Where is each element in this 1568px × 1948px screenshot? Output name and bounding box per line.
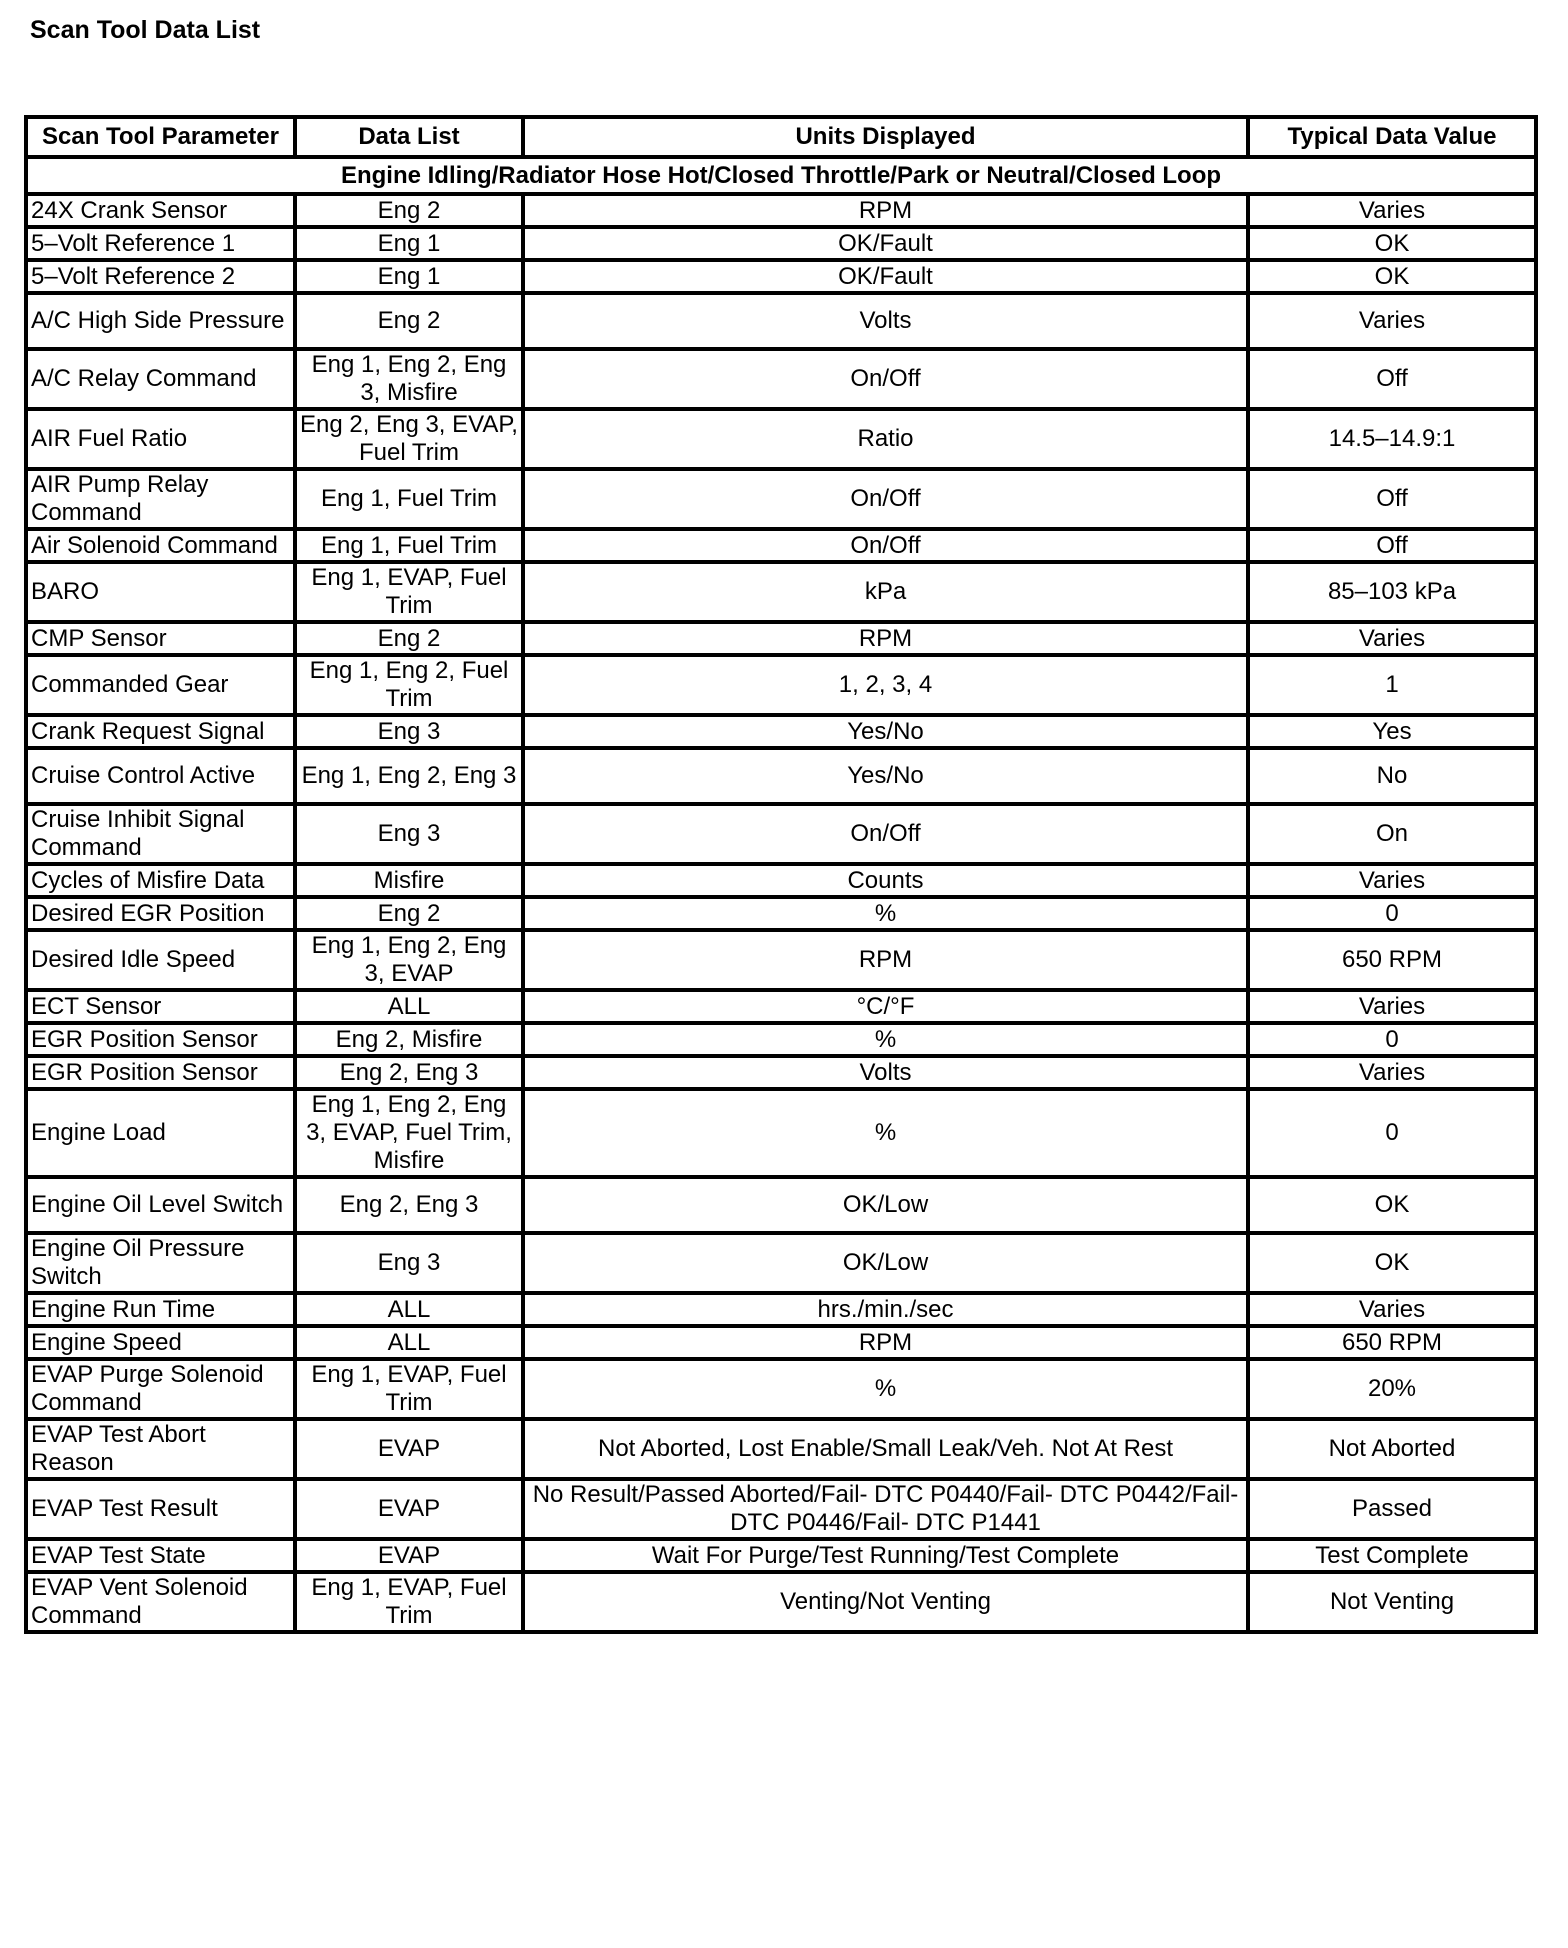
units-cell: Venting/Not Venting [523, 1572, 1248, 1632]
units-cell: Yes/No [523, 748, 1248, 804]
parameter-cell: Cycles of Misfire Data [26, 864, 295, 897]
table-row [26, 990, 1536, 1023]
units-cell: RPM [523, 930, 1248, 990]
data-list-cell: Eng 3 [295, 1233, 523, 1293]
typical-value-cell: 20% [1248, 1359, 1536, 1419]
typical-value-cell: No [1248, 748, 1536, 804]
units-cell: OK/Low [523, 1177, 1248, 1233]
typical-value-cell: 0 [1248, 1023, 1536, 1056]
units-cell: Not Aborted, Lost Enable/Small Leak/Veh. Not At Rest [523, 1419, 1248, 1479]
data-list-cell: ALL [295, 1326, 523, 1359]
units-cell: Yes/No [523, 715, 1248, 748]
typical-value-cell: OK [1248, 1233, 1536, 1293]
parameter-cell: Air Solenoid Command [26, 529, 295, 562]
parameter-cell: EVAP Vent Solenoid Command [26, 1572, 295, 1632]
units-cell: 1, 2, 3, 4 [523, 655, 1248, 715]
data-list-cell: Eng 2, Eng 3, EVAP, Fuel Trim [295, 409, 523, 469]
parameter-cell: EVAP Test State [26, 1539, 295, 1572]
table-row [26, 562, 1536, 622]
data-list-cell: Eng 1, Eng 2, Fuel Trim [295, 655, 523, 715]
typical-value-cell: On [1248, 804, 1536, 864]
parameter-cell: EGR Position Sensor [26, 1056, 295, 1089]
data-list-cell: Eng 1, Eng 2, Eng 3, EVAP [295, 930, 523, 990]
units-cell: kPa [523, 562, 1248, 622]
table-row [26, 1479, 1536, 1539]
table-row [26, 1539, 1536, 1572]
table-row [26, 930, 1536, 990]
units-cell: °C/°F [523, 990, 1248, 1023]
parameter-cell: AIR Pump Relay Command [26, 469, 295, 529]
data-list-cell: Eng 2 [295, 194, 523, 227]
column-header-parameter: Scan Tool Parameter [26, 117, 295, 157]
table-row [26, 748, 1536, 804]
table-row [26, 227, 1536, 260]
parameter-cell: Commanded Gear [26, 655, 295, 715]
typical-value-cell: OK [1248, 227, 1536, 260]
data-list-cell: EVAP [295, 1539, 523, 1572]
typical-value-cell: 650 RPM [1248, 930, 1536, 990]
table-row [26, 409, 1536, 469]
units-cell: OK/Fault [523, 227, 1248, 260]
parameter-cell: BARO [26, 562, 295, 622]
parameter-cell: Cruise Control Active [26, 748, 295, 804]
table-row [26, 1293, 1536, 1326]
units-cell: On/Off [523, 804, 1248, 864]
parameter-cell: Engine Run Time [26, 1293, 295, 1326]
typical-value-cell: Varies [1248, 622, 1536, 655]
units-cell: On/Off [523, 349, 1248, 409]
typical-value-cell: Not Venting [1248, 1572, 1536, 1632]
typical-value-cell: Varies [1248, 864, 1536, 897]
data-list-cell: Eng 1 [295, 260, 523, 293]
parameter-cell: 5–Volt Reference 2 [26, 260, 295, 293]
data-list-cell: Eng 2, Eng 3 [295, 1056, 523, 1089]
table-row [26, 1572, 1536, 1632]
typical-value-cell: Not Aborted [1248, 1419, 1536, 1479]
data-list-cell: Eng 2 [295, 622, 523, 655]
units-cell: On/Off [523, 529, 1248, 562]
table-row [26, 715, 1536, 748]
table-row [26, 655, 1536, 715]
parameter-cell: EVAP Purge Solenoid Command [26, 1359, 295, 1419]
data-list-cell: ALL [295, 990, 523, 1023]
units-cell: RPM [523, 622, 1248, 655]
column-header-data-list: Data List [295, 117, 523, 157]
table-body [26, 157, 1536, 1632]
scan-tool-data-table [24, 115, 1538, 1634]
data-list-cell: Eng 1, Eng 2, Eng 3 [295, 748, 523, 804]
table-row [26, 804, 1536, 864]
typical-value-cell: 0 [1248, 897, 1536, 930]
table-row [26, 864, 1536, 897]
table-row [26, 529, 1536, 562]
table-row [26, 293, 1536, 349]
data-list-cell: Eng 1, EVAP, Fuel Trim [295, 1359, 523, 1419]
typical-value-cell: Test Complete [1248, 1539, 1536, 1572]
data-list-cell: EVAP [295, 1419, 523, 1479]
typical-value-cell: Varies [1248, 990, 1536, 1023]
header-row [26, 117, 1536, 157]
data-list-cell: Eng 2, Misfire [295, 1023, 523, 1056]
units-cell: Volts [523, 293, 1248, 349]
table-row [26, 349, 1536, 409]
parameter-cell: Engine Oil Level Switch [26, 1177, 295, 1233]
data-list-cell: Eng 3 [295, 804, 523, 864]
table-row [26, 194, 1536, 227]
typical-value-cell: 0 [1248, 1089, 1536, 1177]
column-header-units: Units Displayed [523, 117, 1248, 157]
data-list-cell: ALL [295, 1293, 523, 1326]
table-row [26, 1233, 1536, 1293]
units-cell: Volts [523, 1056, 1248, 1089]
parameter-cell: Engine Load [26, 1089, 295, 1177]
parameter-cell: CMP Sensor [26, 622, 295, 655]
typical-value-cell: Varies [1248, 194, 1536, 227]
table-row [26, 1056, 1536, 1089]
units-cell: On/Off [523, 469, 1248, 529]
data-list-cell: Eng 1, EVAP, Fuel Trim [295, 1572, 523, 1632]
typical-value-cell: 1 [1248, 655, 1536, 715]
data-list-cell: Eng 1, EVAP, Fuel Trim [295, 562, 523, 622]
parameter-cell: ECT Sensor [26, 990, 295, 1023]
parameter-cell: EGR Position Sensor [26, 1023, 295, 1056]
units-cell: RPM [523, 194, 1248, 227]
parameter-cell: A/C High Side Pressure [26, 293, 295, 349]
units-cell: OK/Fault [523, 260, 1248, 293]
parameter-cell: Desired EGR Position [26, 897, 295, 930]
units-cell: Counts [523, 864, 1248, 897]
units-cell: % [523, 1089, 1248, 1177]
data-list-cell: Eng 2, Eng 3 [295, 1177, 523, 1233]
data-list-cell: Eng 1, Eng 2, Eng 3, EVAP, Fuel Trim, Misfire [295, 1089, 523, 1177]
typical-value-cell: OK [1248, 260, 1536, 293]
parameter-cell: AIR Fuel Ratio [26, 409, 295, 469]
table-row [26, 1359, 1536, 1419]
data-list-cell: Eng 2 [295, 897, 523, 930]
typical-value-cell: Off [1248, 469, 1536, 529]
units-cell: No Result/Passed Aborted/Fail- DTC P0440/Fail- DTC P0442/Fail- DTC P0446/Fail- DTC P1441 [523, 1479, 1248, 1539]
typical-value-cell: OK [1248, 1177, 1536, 1233]
units-cell: RPM [523, 1326, 1248, 1359]
table-row [26, 1177, 1536, 1233]
column-header-typical-value: Typical Data Value [1248, 117, 1536, 157]
typical-value-cell: Varies [1248, 293, 1536, 349]
data-list-cell: Eng 1, Fuel Trim [295, 529, 523, 562]
typical-value-cell: Off [1248, 349, 1536, 409]
parameter-cell: Crank Request Signal [26, 715, 295, 748]
typical-value-cell: 85–103 kPa [1248, 562, 1536, 622]
page-title: Scan Tool Data List [30, 16, 261, 44]
typical-value-cell: Yes [1248, 715, 1536, 748]
section-heading: Engine Idling/Radiator Hose Hot/Closed Throttle/Park or Neutral/Closed Loop [26, 157, 1536, 194]
typical-value-cell: 14.5–14.9:1 [1248, 409, 1536, 469]
parameter-cell: EVAP Test Abort Reason [26, 1419, 295, 1479]
units-cell: OK/Low [523, 1233, 1248, 1293]
typical-value-cell: Varies [1248, 1293, 1536, 1326]
typical-value-cell: Varies [1248, 1056, 1536, 1089]
units-cell: % [523, 897, 1248, 930]
table-row [26, 1089, 1536, 1177]
table-row [26, 1419, 1536, 1479]
parameter-cell: EVAP Test Result [26, 1479, 295, 1539]
units-cell: Ratio [523, 409, 1248, 469]
typical-value-cell: 650 RPM [1248, 1326, 1536, 1359]
table-row [26, 1326, 1536, 1359]
units-cell: hrs./min./sec [523, 1293, 1248, 1326]
parameter-cell: 24X Crank Sensor [26, 194, 295, 227]
table-row [26, 1023, 1536, 1056]
data-list-cell: Eng 2 [295, 293, 523, 349]
typical-value-cell: Passed [1248, 1479, 1536, 1539]
table-row [26, 897, 1536, 930]
data-list-cell: Misfire [295, 864, 523, 897]
parameter-cell: Cruise Inhibit Signal Command [26, 804, 295, 864]
units-cell: Wait For Purge/Test Running/Test Complete [523, 1539, 1248, 1572]
typical-value-cell: Off [1248, 529, 1536, 562]
parameter-cell: Engine Speed [26, 1326, 295, 1359]
data-list-cell: Eng 1, Eng 2, Eng 3, Misfire [295, 349, 523, 409]
units-cell: % [523, 1023, 1248, 1056]
section-row [26, 157, 1536, 194]
parameter-cell: Engine Oil Pressure Switch [26, 1233, 295, 1293]
data-list-cell: Eng 3 [295, 715, 523, 748]
data-list-cell: Eng 1, Fuel Trim [295, 469, 523, 529]
parameter-cell: 5–Volt Reference 1 [26, 227, 295, 260]
table-row [26, 469, 1536, 529]
data-list-cell: EVAP [295, 1479, 523, 1539]
data-list-cell: Eng 1 [295, 227, 523, 260]
parameter-cell: Desired Idle Speed [26, 930, 295, 990]
table-row [26, 260, 1536, 293]
table-row [26, 622, 1536, 655]
units-cell: % [523, 1359, 1248, 1419]
parameter-cell: A/C Relay Command [26, 349, 295, 409]
